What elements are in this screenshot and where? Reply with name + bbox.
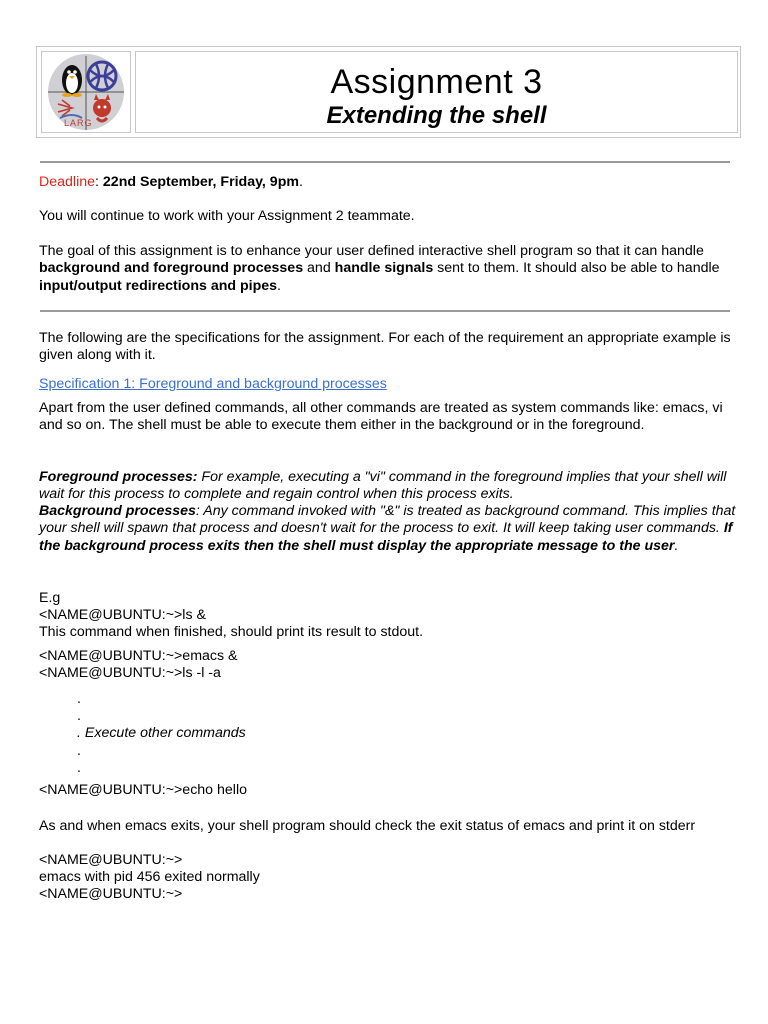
- deadline-label: Deadline: [39, 174, 96, 190]
- deadline-end: .: [298, 174, 303, 190]
- deadline-separator: :: [95, 174, 99, 190]
- foreground-text: For example, executing a "vi" command in the foreground implies that your shell will wait for this process to complete and regain control when this process exits.: [39, 469, 727, 503]
- goal-text-3: sent to them. It should also be able to handle: [433, 260, 720, 277]
- goal-text-2: and: [303, 260, 335, 277]
- logo-text: LARG: [64, 118, 93, 128]
- example-label: E.g: [39, 590, 61, 606]
- ellipsis-dot: .: [77, 708, 81, 724]
- logo-cell: [41, 51, 131, 133]
- example-line: <NAME@UBUNTU:~>: [39, 886, 183, 902]
- spec1-heading-line: [39, 376, 739, 393]
- specs-intro-paragraph: The following are the specifications for the assignment. For each of the requirement an appropriate example is given along with it.: [39, 330, 731, 364]
- example-line: emacs with pid 456 exited normally: [39, 869, 260, 885]
- background-label: Background processes: [39, 503, 196, 519]
- exit-note-paragraph: As and when emacs exits, your shell program should check the exit status of emacs and print it on stderr: [39, 818, 696, 834]
- goal-paragraph: [39, 243, 739, 295]
- execute-other-text: Execute other commands: [84, 725, 246, 741]
- background-paragraph: [39, 503, 739, 555]
- title-cell: [135, 51, 738, 133]
- page-title: Assignment 3: [330, 63, 543, 101]
- deadline-value: 22nd September, Friday, 9pm: [102, 174, 299, 190]
- goal-bold-3: input/output redirections and pipes: [39, 277, 278, 294]
- background-text: : Any command invoked with "&" is treated as background command. This implies that your shell will spawn that process and doesn't wait for the process to exit. It will keep taking user commands.: [39, 503, 736, 537]
- page-subtitle: Extending the shell: [326, 102, 547, 129]
- deadline-line: [39, 174, 739, 191]
- foreground-label: Foreground processes:: [39, 469, 198, 485]
- example-line: <NAME@UBUNTU:~>ls -l -a: [39, 665, 221, 681]
- foreground-paragraph: [39, 469, 739, 504]
- horizontal-divider: [40, 310, 730, 312]
- header-table: [36, 46, 741, 138]
- horizontal-divider: [40, 161, 730, 163]
- teammate-paragraph: You will continue to work with your Assignment 2 teammate.: [39, 208, 415, 224]
- spec1-description: Apart from the user defined commands, all other commands are treated as system commands like: emacs, vi and so on. The shell must be able to execute them either in the background or in the foreground.: [39, 400, 723, 434]
- execute-other-line: [77, 724, 246, 742]
- example-line: <NAME@UBUNTU:~>: [39, 852, 183, 868]
- ellipsis-dot: .: [77, 691, 81, 707]
- background-bold: If the background process exits then the shell must display the appropriate message to the user: [39, 520, 733, 554]
- ellipsis-dot: .: [77, 743, 81, 759]
- spec1-heading-link[interactable]: Specification 1: Foreground and background processes: [39, 376, 387, 392]
- ellipsis-dot: .: [77, 725, 85, 741]
- ellipsis-dot: .: [77, 760, 81, 776]
- goal-text-1: The goal of this assignment is to enhance your user defined interactive shell program so that it can handle: [39, 243, 704, 259]
- goal-bold-1: background and foreground processes: [39, 260, 304, 277]
- goal-end: .: [277, 277, 281, 294]
- example-line: This command when finished, should print its result to stdout.: [39, 624, 424, 640]
- example-line: <NAME@UBUNTU:~>emacs &: [39, 648, 238, 664]
- goal-bold-2: handle signals: [334, 260, 434, 277]
- background-end: .: [674, 537, 679, 554]
- example-line: <NAME@UBUNTU:~>ls &: [39, 607, 206, 623]
- example-line: <NAME@UBUNTU:~>echo hello: [39, 782, 247, 798]
